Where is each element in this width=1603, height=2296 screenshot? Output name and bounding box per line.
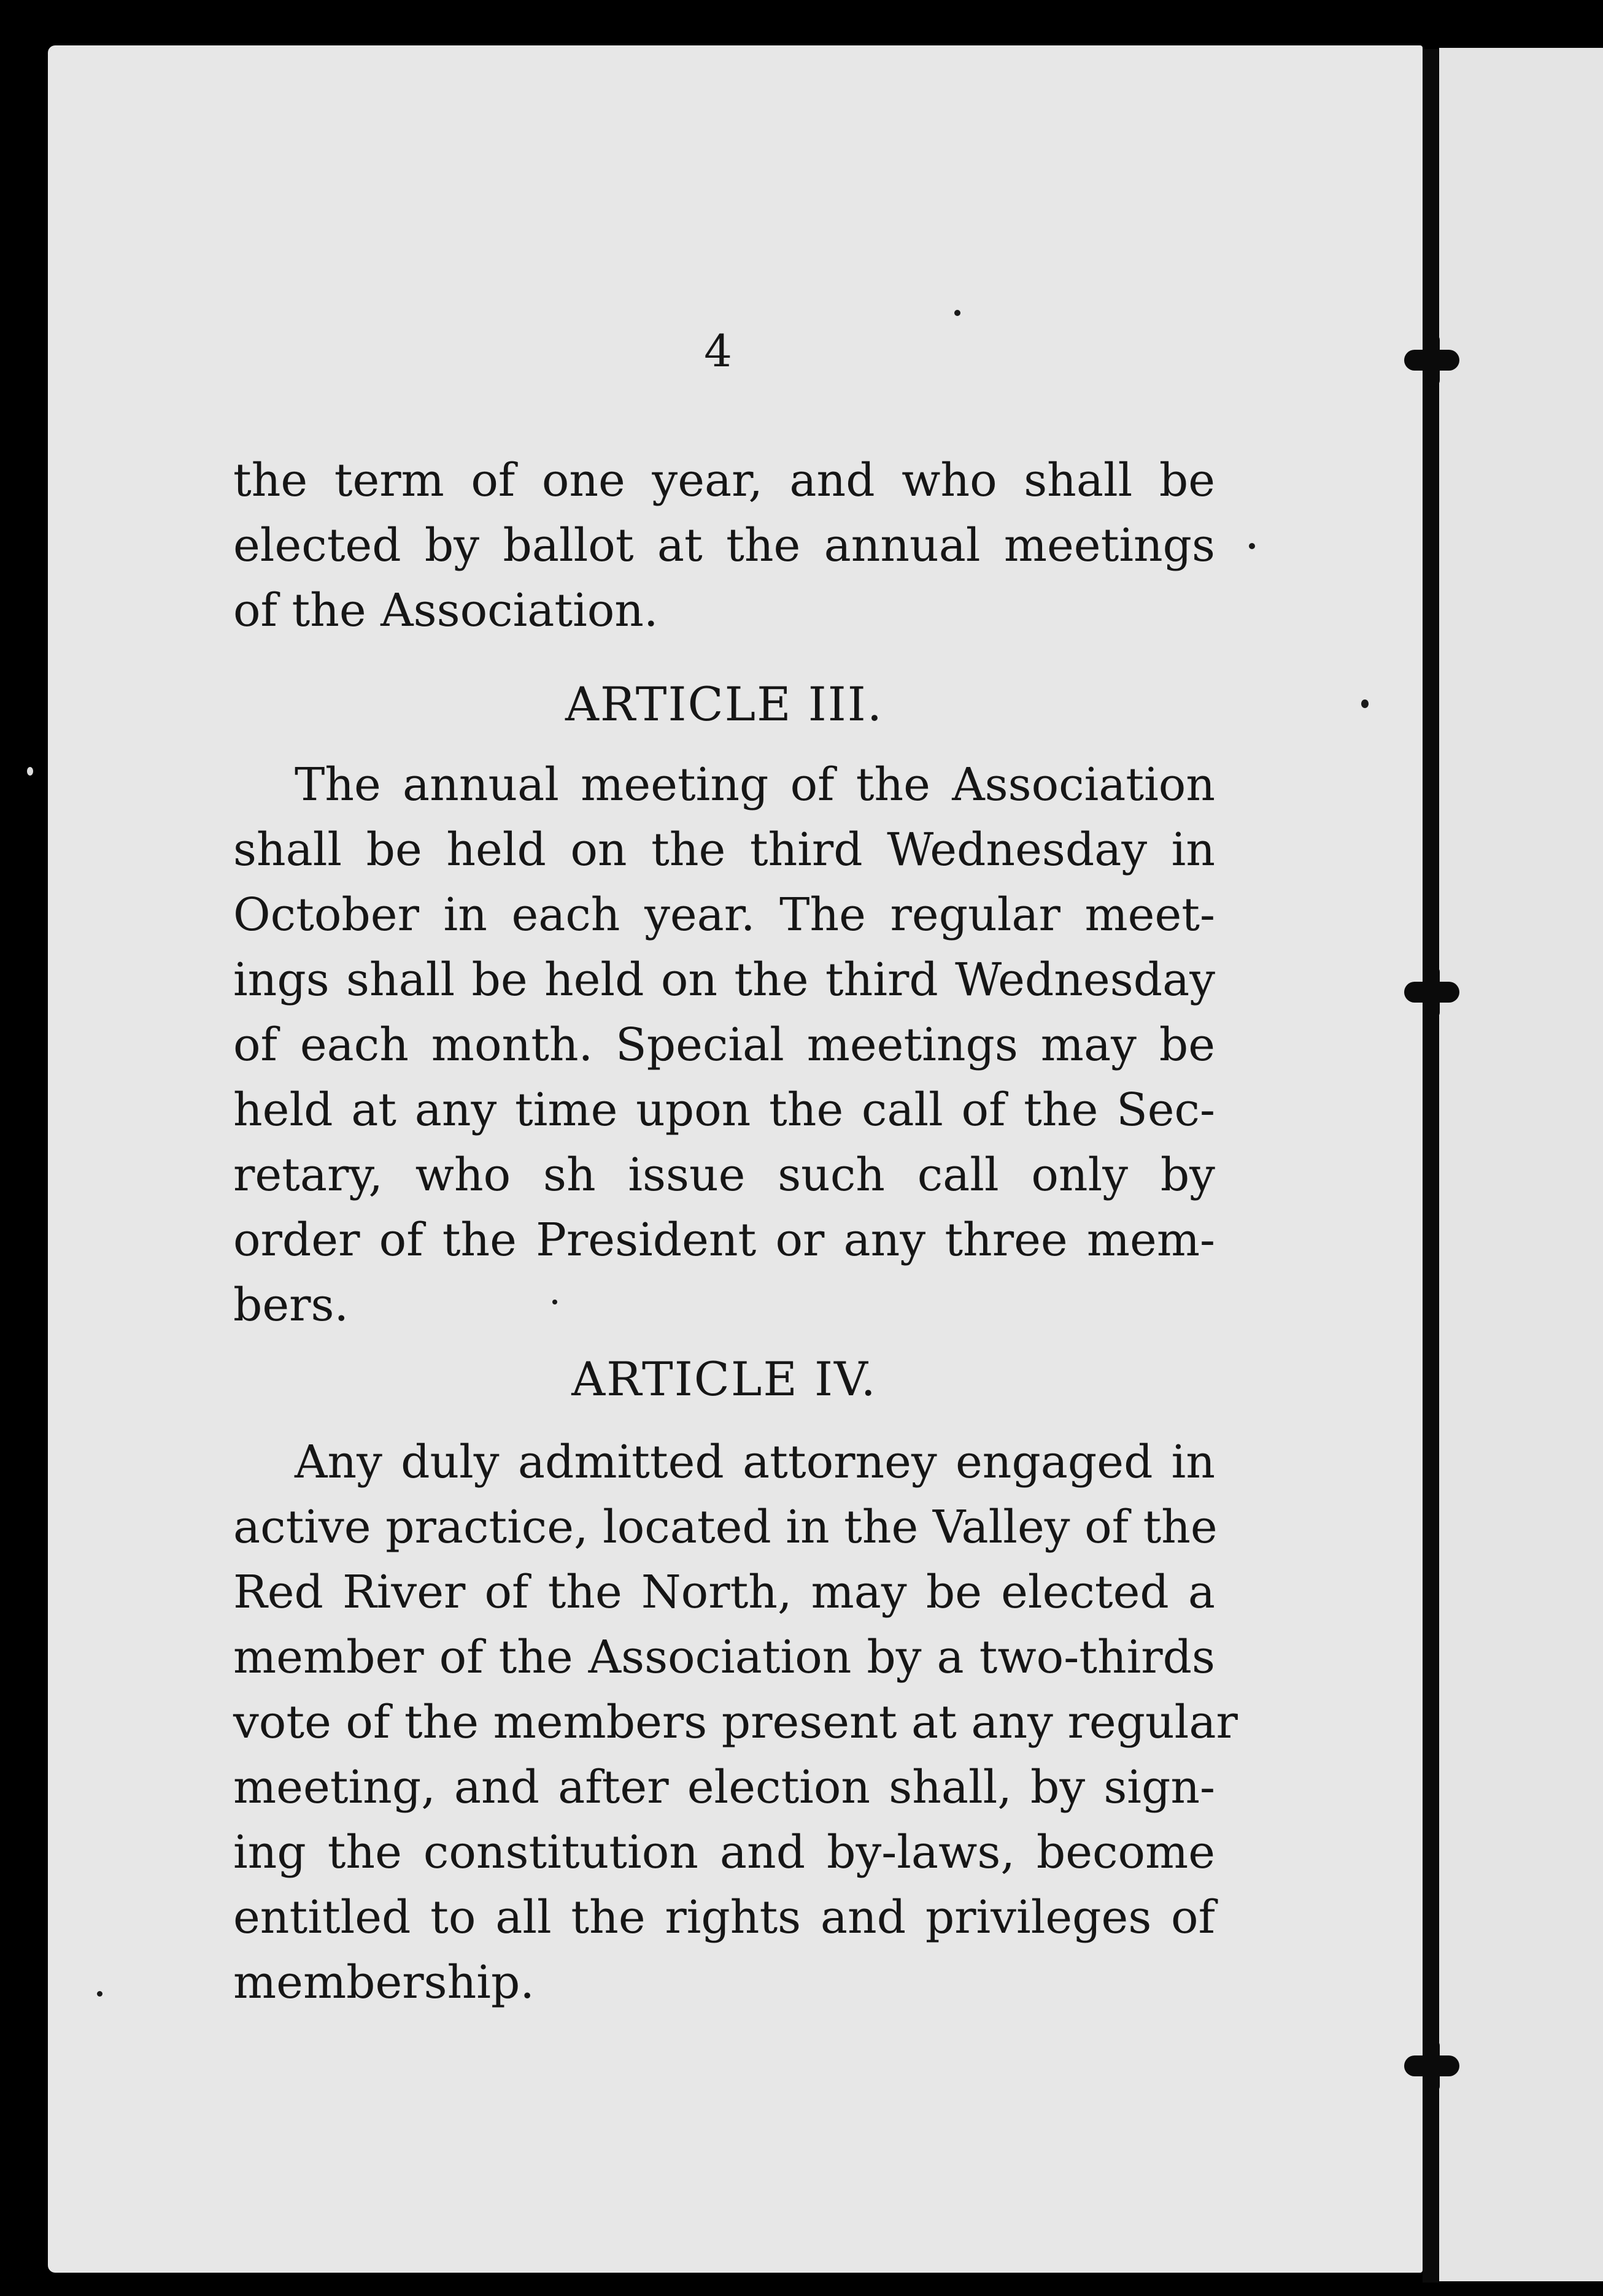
text-line: of the Association. [233,584,659,637]
text-line: ings shall be held on the third Wednesday [233,953,1215,1006]
text-line: member of the Association by a two-thirds [233,1631,1215,1684]
paper-speck [27,767,33,776]
text-line: The annual meeting of the Association [295,758,1215,811]
binding-stitch [1404,982,1459,1003]
text-line: October in each year. The regular meet- [233,888,1215,941]
text-line: elected by ballot at the annual meetings [233,519,1215,572]
article-paragraph [233,752,1215,1338]
text-line: shall be held on the third Wednesday in [233,823,1215,876]
continuation-paragraph [233,448,1215,643]
text-line: ing the constitution and by-laws, become [233,1826,1215,1879]
text-line: active practice, located in the Valley of the [233,1501,1218,1554]
text-line: the term of one year, and who shall be [233,454,1215,507]
paper-speck [1249,543,1255,549]
article-paragraph [233,1430,1238,2015]
text-line: Red River of the North, may be elected a [233,1566,1215,1619]
text-line: of each month. Special meetings may be [233,1019,1215,1071]
text-line: membership. [233,1956,535,2009]
binding-stitch [1404,2055,1459,2076]
text-line: Any duly admitted attorney engaged in [295,1436,1215,1489]
binding-stitch [1404,350,1459,371]
text-line: bers. [233,1279,349,1331]
text-line: entitled to all the rights and privileges of [233,1891,1215,1944]
article-heading: ARTICLE IV. [571,1352,877,1406]
text-line: vote of the members present at any regular [233,1696,1238,1749]
paper-speck [954,310,960,316]
text-line: meeting, and after election shall, by sign- [233,1761,1215,1814]
paper-speck [97,1991,102,1997]
text-line: retary, who sh issue such call only by [233,1149,1215,1201]
article-heading: ARTICLE III. [565,677,883,731]
facing-page-edge [1439,48,1603,2281]
text-line: held at any time upon the call of the Sec- [233,1084,1215,1136]
paper-speck [1361,699,1369,708]
page-number: 4 [704,325,732,377]
text-line: order of the President or any three mem- [233,1214,1215,1266]
